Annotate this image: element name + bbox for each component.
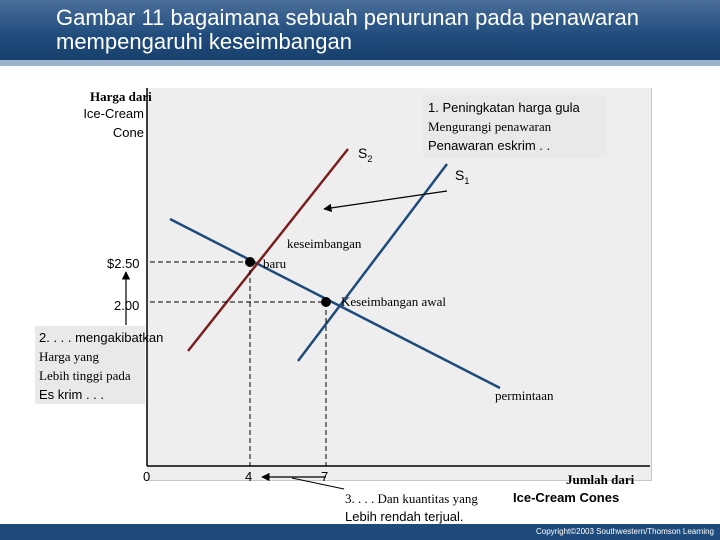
label-new-equilibrium-line1: keseimbangan (287, 236, 362, 251)
annotation-3-line2: Lebih rendah terjual. (345, 509, 464, 524)
quantity-tick-initial: 7 (321, 469, 329, 484)
price-tick-initial: 2.00 (114, 298, 140, 313)
equilibrium-point-initial (321, 297, 331, 307)
supply-shift-arrow (324, 191, 447, 209)
label-new-equilibrium-line2: baru (263, 256, 287, 271)
label-demand: permintaan (495, 388, 554, 403)
supply-curve-s1 (298, 164, 447, 361)
label-s1 (455, 167, 469, 186)
annotation-2-line1: 2. . . . mengakibatkan (39, 330, 164, 345)
y-axis-label-line1: Harga dari (90, 89, 152, 104)
label-s2-letter: S (358, 145, 368, 161)
label-s2-subscript: 2 (367, 153, 373, 164)
label-s1-subscript: 1 (464, 175, 470, 186)
x-axis-label-line2: Ice-Cream Cones (513, 490, 620, 505)
price-tick-new: $2.50 (107, 256, 140, 271)
annotation-3-line1: 3. . . . Dan kuantitas yang (345, 491, 478, 506)
y-axis-label-line3: Cone (112, 125, 144, 140)
y-axis-label-line2: Ice-Cream (83, 106, 144, 121)
x-axis-label-line1: Jumlah dari (566, 472, 635, 487)
annotation-1-line1: 1. Peningkatan harga gula (428, 100, 580, 115)
annotation-1-line3: Penawaran eskrim . . (428, 138, 551, 153)
annotation-2-line3: Lebih tinggi pada (39, 368, 131, 383)
quantity-tick-new: 4 (245, 469, 253, 484)
label-s2 (358, 145, 372, 164)
slide-title: Gambar 11 bagaimana sebuah penurunan pada penawaran mempengaruhi keseimbangan (56, 5, 640, 54)
quantity-callout-line (292, 478, 344, 489)
copyright-text: Copyright©2003 Southwestern/Thomson Learning (536, 527, 714, 536)
annotation-1-line2: Mengurangi penawaran (428, 119, 552, 134)
annotation-2-line2: Harga yang (39, 349, 100, 364)
quantity-tick-zero: 0 (143, 469, 151, 484)
label-s1-letter: S (455, 167, 465, 183)
label-initial-equilibrium: Keseimbangan awal (341, 294, 447, 309)
annotation-2-line4: Es krim . . . (39, 387, 104, 402)
equilibrium-point-new (245, 257, 255, 267)
